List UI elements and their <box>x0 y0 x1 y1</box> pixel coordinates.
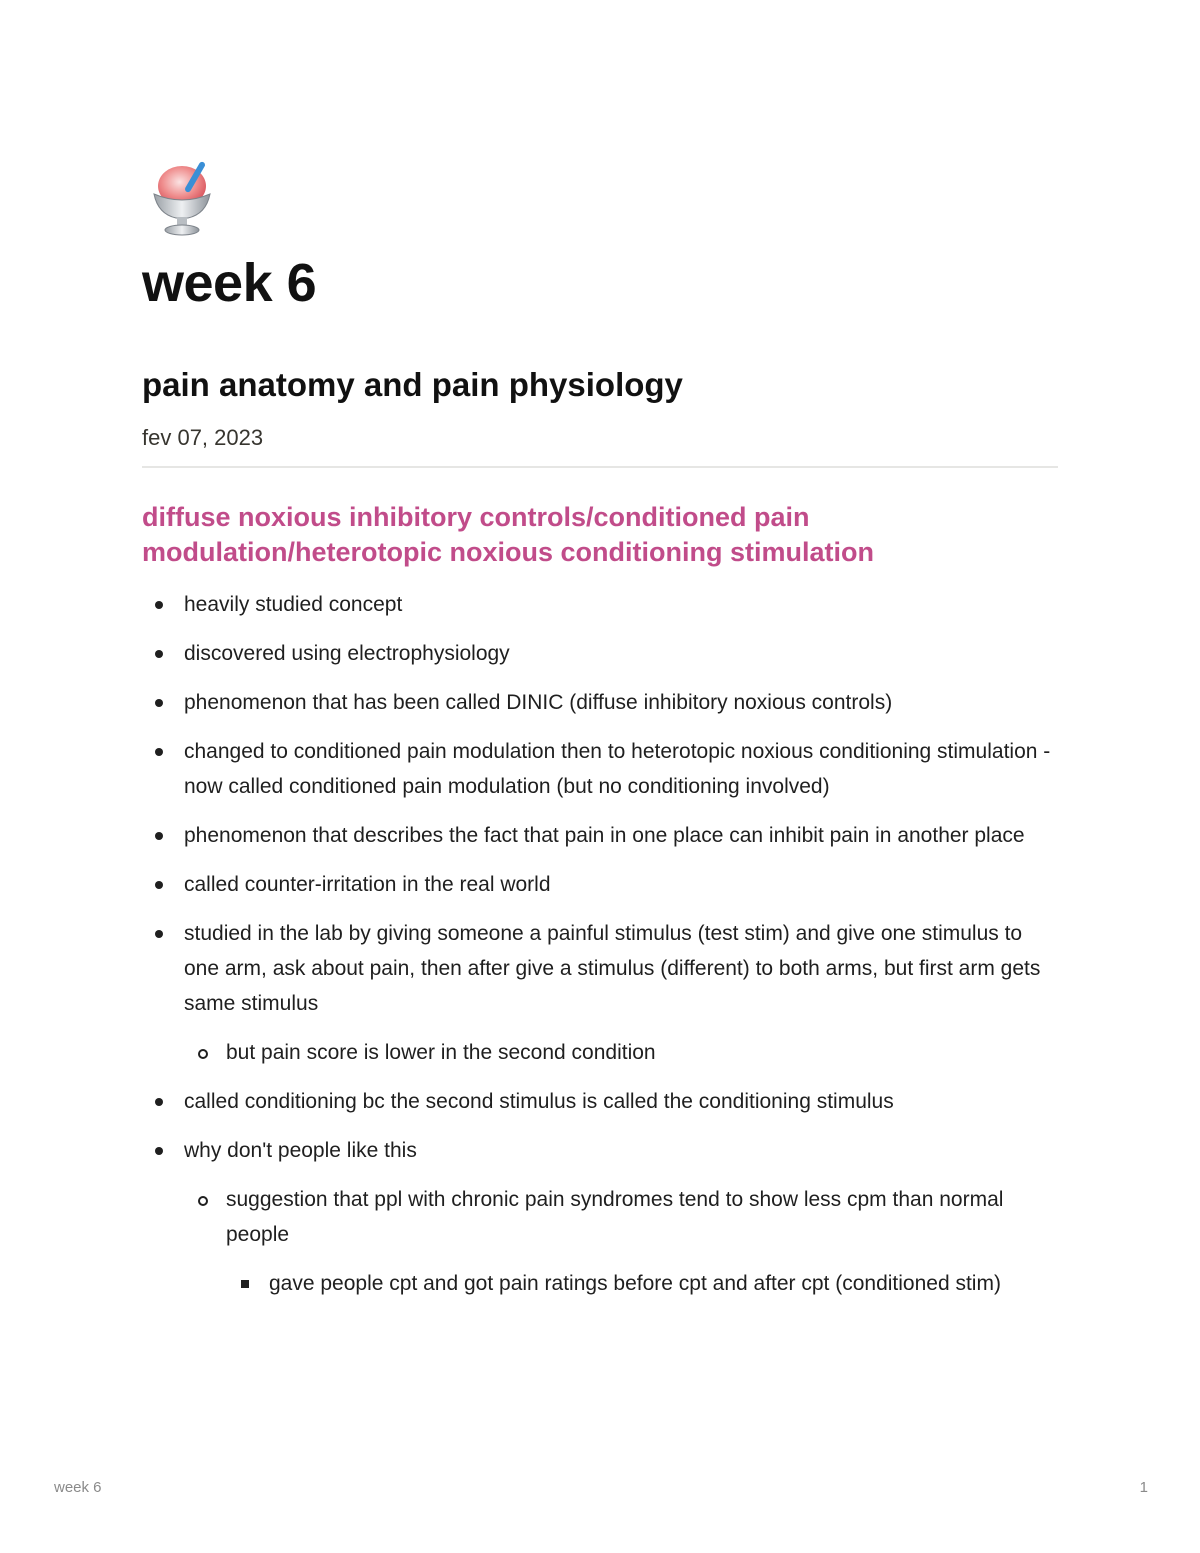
list-item-text: heavily studied concept <box>184 593 403 616</box>
list-item-text: discovered using electrophysiology <box>184 642 510 665</box>
bullet-disc-icon <box>155 601 163 609</box>
list-item-text: phenomenon that has been called DINIC (diffuse inhibitory noxious controls) <box>184 691 893 714</box>
bullet-disc-icon <box>155 1147 163 1155</box>
list-item-nested-2 <box>142 1266 1052 1301</box>
list-item-text: gave people cpt and got pain ratings before cpt and after cpt (conditioned stim) <box>269 1272 1001 1295</box>
divider <box>142 466 1058 468</box>
list-item <box>142 1084 1052 1119</box>
page-icon <box>142 158 222 238</box>
page-number: 1 <box>1139 1479 1148 1496</box>
list-item <box>142 818 1052 853</box>
list-item-text: why don't people like this <box>184 1139 417 1162</box>
bullet-square-icon <box>241 1280 249 1288</box>
bullet-disc-icon <box>155 699 163 707</box>
page-date: fev 07, 2023 <box>142 425 264 450</box>
list-item <box>142 587 1052 622</box>
list-item-text: phenomenon that describes the fact that pain in one place can inhibit pain in another place <box>184 824 1025 847</box>
list-item-text: called conditioning bc the second stimulus is called the conditioning stimulus <box>184 1090 894 1113</box>
footer-title: week 6 <box>54 1479 102 1496</box>
list-item-text: changed to conditioned pain modulation then to heterotopic noxious conditioning stimulation - now called conditioned pain modulation (but no conditioning involved) <box>184 740 1051 798</box>
list-item-text: suggestion that ppl with chronic pain syndromes tend to show less cpm than normal people <box>226 1188 1004 1246</box>
shaved-ice-icon <box>142 158 222 238</box>
list-item-text: but pain score is lower in the second condition <box>226 1041 656 1064</box>
notes-list <box>142 587 1052 1315</box>
bullet-disc-icon <box>155 1098 163 1106</box>
list-item <box>142 734 1052 804</box>
list-item-text: studied in the lab by giving someone a painful stimulus (test stim) and give one stimulus to one arm, ask about pain, then after give a stimulus (different) to both arms, but first arm gets same stimulus <box>184 922 1041 1015</box>
bullet-disc-icon <box>155 748 163 756</box>
list-item <box>142 867 1052 902</box>
section-heading: diffuse noxious inhibitory controls/conditioned pain modulation/heterotopic noxious conditioning stimulation <box>142 502 874 567</box>
list-item-text: called counter-irritation in the real world <box>184 873 551 896</box>
list-item <box>142 1133 1052 1168</box>
list-item <box>142 636 1052 671</box>
bullet-disc-icon <box>155 930 163 938</box>
list-item-nested <box>142 1182 1052 1252</box>
bullet-circle-icon <box>198 1196 208 1206</box>
bullet-circle-icon <box>198 1049 208 1059</box>
bullet-disc-icon <box>155 881 163 889</box>
bullet-disc-icon <box>155 832 163 840</box>
page-subtitle: pain anatomy and pain physiology <box>142 366 683 403</box>
list-item <box>142 916 1052 1021</box>
list-item-nested <box>142 1035 1052 1070</box>
page-title: week 6 <box>142 253 317 313</box>
bullet-disc-icon <box>155 650 163 658</box>
list-item <box>142 685 1052 720</box>
